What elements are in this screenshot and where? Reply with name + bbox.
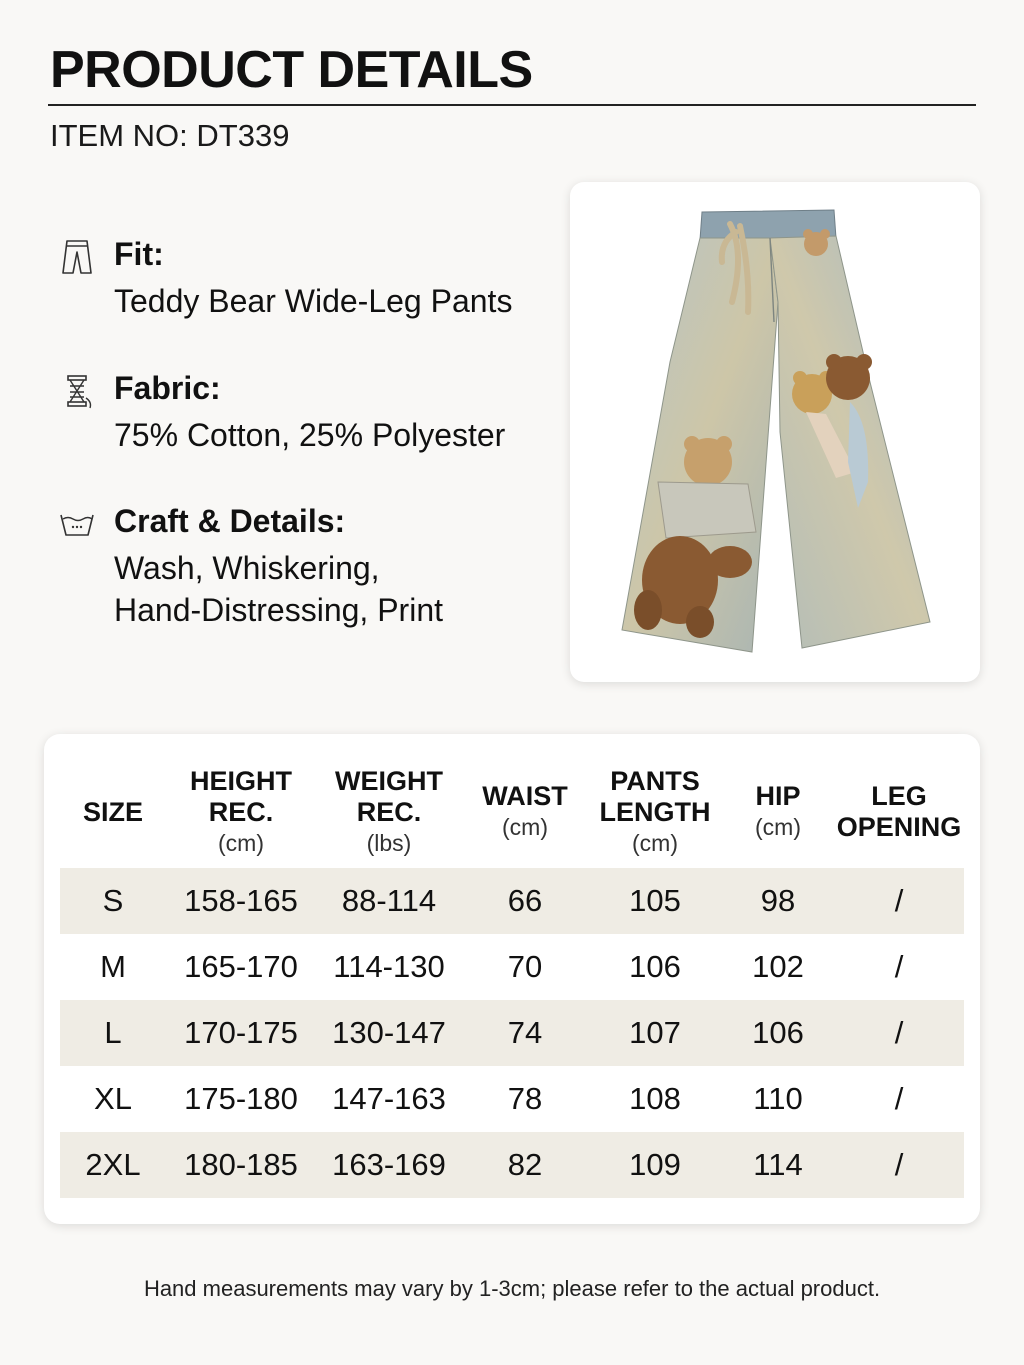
cell-size: L [60,1000,166,1066]
feature-label: Fit: [114,236,164,272]
pants-icon [58,238,96,276]
cell-size: M [100,949,126,984]
cell-leg-opening: / [834,1132,964,1198]
cell-waist: 78 [507,1081,543,1116]
cell-weight: 163-169 [316,1132,462,1198]
cell-pants-length: 108 [629,1081,681,1116]
cell-height: 180-185 [166,1132,316,1198]
cell-height: 175-180 [184,1081,298,1116]
size-chart-header-row [60,756,964,868]
table-row [60,1132,964,1198]
product-photo-pants [570,182,980,682]
cell-height: 165-170 [184,949,298,984]
fabric-spool-icon [58,372,96,410]
cell-waist: 66 [462,868,588,934]
cell-weight: 147-163 [332,1081,446,1116]
feature-label: Fabric: [114,370,221,406]
wash-basin-icon [58,505,96,543]
cell-waist: 70 [507,949,543,984]
column-header-size: SIZE [82,796,143,827]
cell-leg-opening: / [834,868,964,934]
cell-weight: 114-130 [333,949,445,984]
measurement-disclaimer: Hand measurements may vary by 1-3cm; please refer to the actual product. [143,1276,881,1301]
feature-value [114,547,443,631]
cell-waist: 82 [462,1132,588,1198]
column-header-weight: WEIGHT REC. (lbs) [335,765,443,856]
cell-hip: 110 [753,1081,803,1116]
product-photo-card [570,182,980,682]
item-number: ITEM NO: DT339 [50,118,290,153]
cell-pants-length: 109 [588,1132,722,1198]
cell-leg-opening: / [894,1081,904,1116]
cell-hip: 98 [722,868,834,934]
table-row [60,934,964,1000]
cell-hip: 102 [752,949,804,984]
feature-value-line: Hand-Distressing, Print [114,592,443,628]
feature-value-line: Wash, Whiskering, [114,550,380,586]
cell-waist: 74 [462,1000,588,1066]
cell-leg-opening: / [894,949,904,984]
feature-label: Craft & Details: [114,503,346,539]
cell-size: S [60,868,166,934]
column-header-hip: HIP (cm) [755,781,801,840]
column-header-waist: WAIST (cm) [482,781,568,840]
feature-value [114,414,505,456]
column-header-height: HEIGHT REC. (cm) [189,765,292,856]
cell-hip: 114 [722,1132,834,1198]
feature-value-line: Teddy Bear Wide-Leg Pants [114,283,513,319]
feature-value-line: 75% Cotton, 25% Polyester [114,417,506,453]
column-header-leg-opening: LEG OPENING [836,781,962,842]
cell-size: 2XL [60,1132,166,1198]
cell-pants-length: 106 [629,949,681,984]
table-row [60,868,964,934]
cell-pants-length: 107 [588,1000,722,1066]
cell-height: 158-165 [166,868,316,934]
cell-leg-opening: / [834,1000,964,1066]
title-divider [48,104,976,106]
feature-value [114,280,512,322]
table-row [60,1000,964,1066]
cell-size: XL [94,1081,132,1116]
cell-height: 170-175 [166,1000,316,1066]
table-row [60,1066,964,1132]
size-chart-card [44,734,980,1224]
page-title: PRODUCT DETAILS [50,41,533,99]
column-header-pants-length: PANTS LENGTH (cm) [599,765,711,856]
size-chart-table [60,756,964,1198]
cell-weight: 130-147 [316,1000,462,1066]
cell-weight: 88-114 [316,868,462,934]
cell-pants-length: 105 [588,868,722,934]
cell-hip: 106 [722,1000,834,1066]
